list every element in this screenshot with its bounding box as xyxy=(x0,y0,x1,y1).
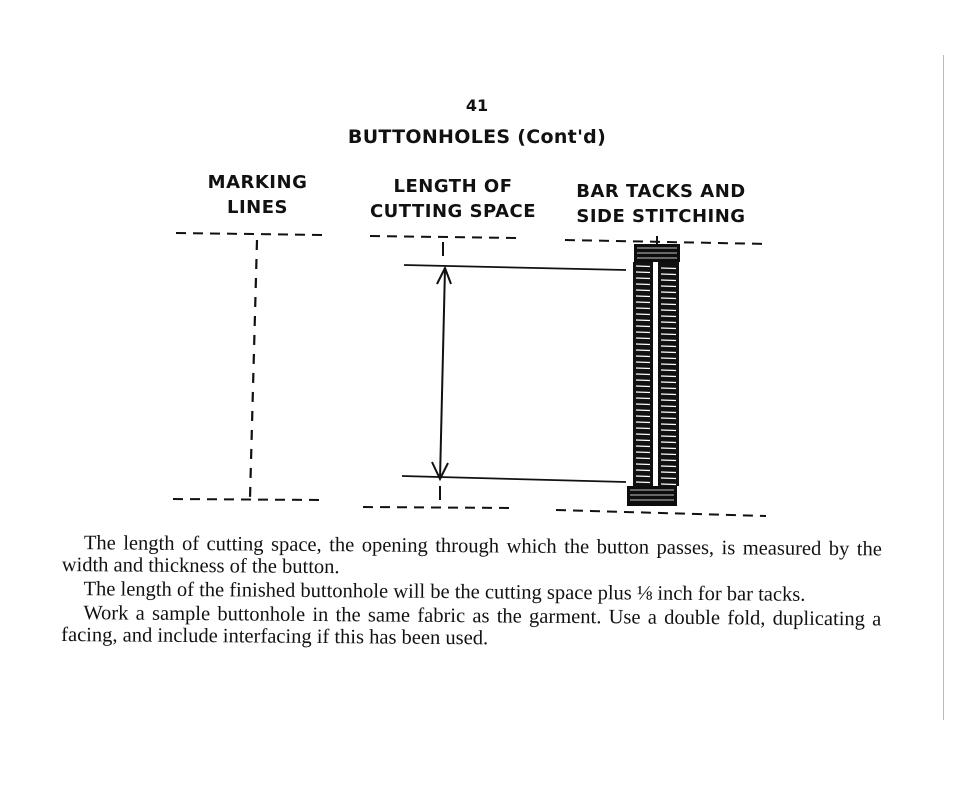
stitch-gap xyxy=(636,350,650,351)
stitch-gap xyxy=(661,334,676,335)
stitch-gap xyxy=(661,268,676,269)
stitch-gap xyxy=(661,400,676,401)
stitch-gap xyxy=(661,274,676,275)
heading-marking-lines-line1: MARKING xyxy=(207,172,308,193)
heading-cutting-space-line2: CUTTING SPACE xyxy=(369,201,537,222)
stitch-gap xyxy=(661,478,676,479)
stitch-gap xyxy=(661,322,676,323)
stitch-gap xyxy=(636,392,650,393)
stitch-gap xyxy=(661,286,676,287)
stitch-gap xyxy=(661,280,676,281)
buttonhole-stitching xyxy=(627,244,680,506)
stitch-gap xyxy=(636,362,650,363)
stitch-gap xyxy=(636,368,650,369)
bar-tack-bottom xyxy=(627,486,677,506)
stitch-gap xyxy=(636,404,650,405)
stitch-gap xyxy=(661,418,676,419)
stitch-gap xyxy=(661,298,676,299)
paragraph-1: The length of cutting space, the opening through which the button passes, is measured by the width and thickness of the button. xyxy=(61,532,882,579)
stitch-gap xyxy=(636,434,650,435)
stitch-gap xyxy=(636,308,650,309)
paragraph-2: The length of the finished buttonhole will be the cutting space plus ⅛ inch for bar tacks. xyxy=(83,578,806,606)
heading-bar-tacks-line1: BAR TACKS AND xyxy=(576,181,746,202)
stitch-gap xyxy=(661,370,676,371)
paragraph-3: Work a sample buttonhole in the same fabric as the garment. Use a double fold, duplicating a facing, and include interfacing if this has been used. xyxy=(61,602,882,650)
stitch-gap xyxy=(636,302,650,303)
stitch-gap xyxy=(661,304,676,305)
marking-top-dash xyxy=(176,233,326,235)
stitch-gap xyxy=(636,458,650,459)
stitch-gap xyxy=(636,416,650,417)
stitch-gap xyxy=(661,352,676,353)
stitch-gap xyxy=(661,376,676,377)
stitch-gap xyxy=(636,266,650,267)
stitch-gap xyxy=(661,466,676,467)
stitch-gap xyxy=(661,430,676,431)
cutting-bottom-line xyxy=(402,476,626,482)
stitching-bottom-dash xyxy=(556,510,766,516)
stitch-gap xyxy=(636,380,650,381)
heading-bar-tacks-line2: SIDE STITCHING xyxy=(576,206,746,227)
stitch-gap xyxy=(636,338,650,339)
stitch-gap xyxy=(661,358,676,359)
stitch-gap xyxy=(636,320,650,321)
page-title: BUTTONHOLES (Cont'd) xyxy=(347,126,607,148)
stitch-gap xyxy=(636,374,650,375)
marking-vertical-dash xyxy=(250,240,257,498)
stitch-gap xyxy=(636,470,650,471)
stitch-gap xyxy=(661,424,676,425)
stitch-gap xyxy=(661,394,676,395)
stitch-gap xyxy=(636,296,650,297)
stitch-gap xyxy=(661,316,676,317)
stitch-gap xyxy=(636,278,650,279)
stitch-gap xyxy=(661,436,676,437)
body-text xyxy=(61,532,882,654)
stitch-gap xyxy=(636,440,650,441)
stitch-gap xyxy=(636,482,650,483)
page-edge xyxy=(943,55,944,720)
cutting-bottom-dash xyxy=(363,507,514,508)
cutting-top-line xyxy=(404,265,626,270)
stitch-gap xyxy=(661,442,676,443)
stitch-gap xyxy=(661,448,676,449)
dimension-line xyxy=(440,268,445,479)
stitch-gap xyxy=(661,412,676,413)
stitch-gap xyxy=(636,446,650,447)
stitch-gap xyxy=(636,452,650,453)
stitch-gap xyxy=(636,290,650,291)
stitch-gap xyxy=(661,472,676,473)
stitch-gap xyxy=(636,284,650,285)
stitch-gap xyxy=(661,460,676,461)
stitch-gap xyxy=(636,476,650,477)
stitch-gap xyxy=(636,428,650,429)
side-stitching-right xyxy=(658,262,679,486)
stitch-gap xyxy=(661,340,676,341)
heading-marking-lines-line2: LINES xyxy=(227,197,288,218)
stitch-gap xyxy=(661,454,676,455)
stitch-gap xyxy=(661,346,676,347)
stitch-gap xyxy=(636,344,650,345)
stitch-gap xyxy=(661,328,676,329)
stitch-gap xyxy=(661,484,676,485)
heading-cutting-space-line1: LENGTH OF xyxy=(393,176,513,197)
stitch-gap xyxy=(661,310,676,311)
stitch-gap xyxy=(636,326,650,327)
stitch-gap xyxy=(636,386,650,387)
marking-bottom-dash xyxy=(173,499,320,500)
stitch-gap xyxy=(636,410,650,411)
stitch-gap xyxy=(636,356,650,357)
stitch-gap xyxy=(636,398,650,399)
stitch-gap xyxy=(661,382,676,383)
stitching-top-dash xyxy=(565,240,768,244)
stitch-gap xyxy=(636,314,650,315)
stitch-gap xyxy=(661,388,676,389)
stitch-gap xyxy=(636,422,650,423)
cutting-top-dash xyxy=(370,236,518,238)
stitch-gap xyxy=(636,272,650,273)
stitch-gap xyxy=(636,464,650,465)
page-number: 41 xyxy=(465,96,489,115)
stitch-gap xyxy=(661,364,676,365)
stitch-gap xyxy=(636,332,650,333)
stitch-gap xyxy=(661,292,676,293)
stitch-gap xyxy=(661,406,676,407)
